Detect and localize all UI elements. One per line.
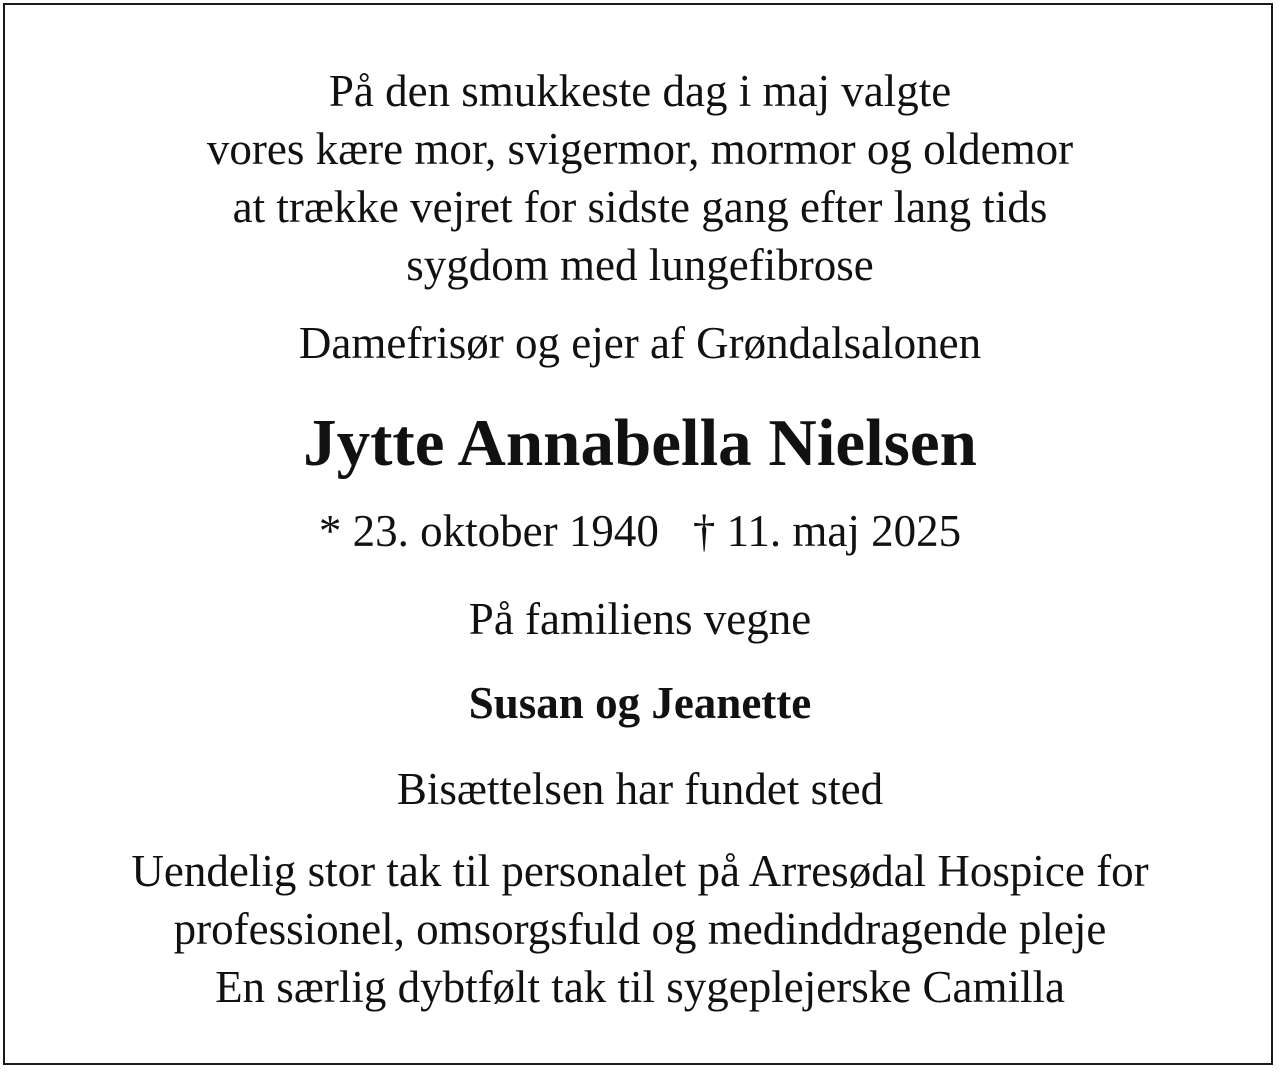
funeral-note: Bisættelsen har fundet sted: [396, 764, 884, 814]
regards-line: På familiens vegne: [468, 594, 812, 644]
occupation: Damefrisør og ejer af Grøndalsalonen: [298, 318, 982, 368]
death-date: † 11. maj 2025: [692, 506, 962, 556]
thanks-line-3: En særlig dybtfølt tak til sygeplejerske Camilla: [215, 962, 1065, 1012]
intro-line-2: vores kære mor, svigermor, mormor og oldemor: [206, 124, 1074, 174]
thanks-line-1: Uendelig stor tak til personalet på Arresødal Hospice for: [131, 846, 1149, 896]
birth-date: * 23. oktober 1940: [318, 506, 659, 556]
intro-line-3: at trække vejret for sidste gang efter lang tids: [232, 182, 1048, 232]
intro-line-4: sygdom med lungefibrose: [406, 240, 874, 290]
obituary-notice: [3, 3, 1273, 1065]
thanks-line-2: professionel, omsorgsfuld og medinddragende pleje: [173, 904, 1107, 954]
intro-line-1: På den smukkeste dag i maj valgte: [328, 66, 952, 116]
deceased-name: Jytte Annabella Nielsen: [303, 406, 977, 480]
signers: Susan og Jeanette: [468, 678, 812, 728]
life-dates: [5, 505, 1275, 557]
